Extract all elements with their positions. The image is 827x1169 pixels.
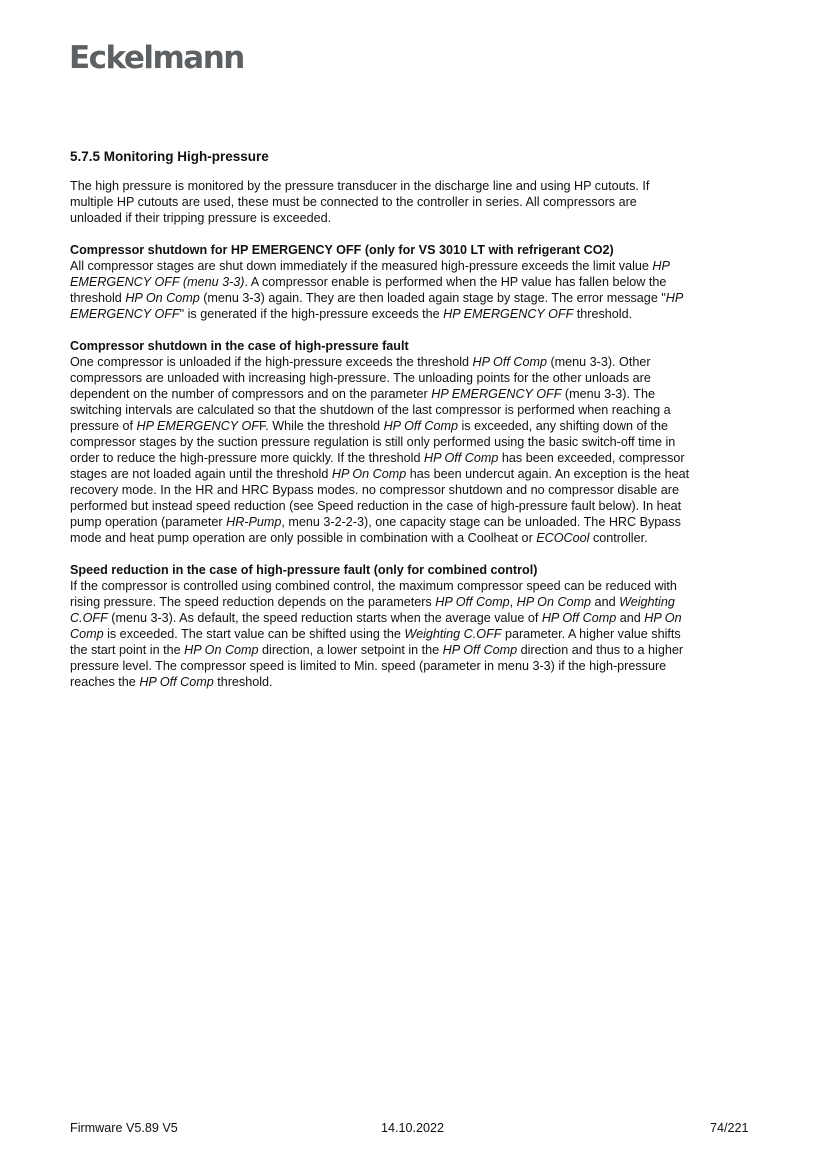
text-run: F. While the threshold xyxy=(258,419,384,433)
text-line xyxy=(70,482,770,498)
text-run: direction and thus to a higher xyxy=(517,643,684,657)
paragraphs xyxy=(70,178,770,690)
text-run: , menu 3-2-2-3), one capacity stage can be unloaded. The HRC Bypass xyxy=(281,515,681,529)
text-line xyxy=(70,642,770,658)
text-run: parameter. A higher value shifts xyxy=(501,627,681,641)
text-line xyxy=(70,466,770,482)
parameter-name: HP EMERGENCY OFF xyxy=(431,387,562,401)
text-line xyxy=(70,434,770,450)
footer-firmware: Firmware V5.89 V5 xyxy=(70,1121,178,1135)
text-line xyxy=(70,402,770,418)
text-run: performed but instead speed reduction (see Speed reduction in the case of high-pressure fault below). In heat xyxy=(70,499,682,513)
paragraph-subheading: Compressor shutdown in the case of high-pressure fault xyxy=(70,339,409,353)
text-run: unloaded if their tripping pressure is exceeded. xyxy=(70,211,332,225)
text-line xyxy=(70,610,770,626)
text-run: The high pressure is monitored by the pressure transducer in the discharge line and using HP cutouts. If xyxy=(70,179,650,193)
parameter-name: C.OFF xyxy=(70,611,108,625)
paragraph xyxy=(70,338,770,546)
parameter-name: HP Off Comp xyxy=(541,611,617,625)
text-run: order to reduce the high-pressure more quickly. If the threshold xyxy=(70,451,424,465)
text-run: compressor stages by the suction pressure regulation is still only performed using the basic switch-off time in xyxy=(70,435,676,449)
text-run: (menu 3-3). As default, the speed reduction starts when the average value of xyxy=(107,611,542,625)
text-line xyxy=(70,178,770,194)
text-line xyxy=(70,418,770,434)
text-line xyxy=(70,578,770,594)
text-run: the start point in the xyxy=(70,643,185,657)
text-line xyxy=(70,530,770,546)
parameter-name: HP Off Comp xyxy=(139,675,214,689)
parameter-name: HP EMERGENCY OFF xyxy=(443,307,574,321)
text-line xyxy=(70,370,770,386)
document-body xyxy=(70,148,770,706)
parameter-name: HP On Comp xyxy=(184,643,259,657)
parameter-name: Weighting xyxy=(619,595,675,609)
parameter-name: HP xyxy=(665,291,684,305)
text-line xyxy=(70,290,770,306)
text-line xyxy=(70,210,770,226)
text-line xyxy=(70,306,770,322)
text-run: mode and heat pump operation are only possible in combination with a Coolheat or xyxy=(70,531,537,545)
text-run: direction, a lower setpoint in the xyxy=(258,643,443,657)
parameter-name: HR-Pump xyxy=(226,515,282,529)
text-line xyxy=(70,594,770,610)
text-run: is exceeded. The start value can be shifted using the xyxy=(103,627,405,641)
parameter-name: EMERGENCY OFF (menu 3-3) xyxy=(70,275,245,289)
paragraph xyxy=(70,178,770,226)
text-run: dependent on the number of compressors and on the parameter xyxy=(70,387,432,401)
text-run: If the compressor is controlled using combined control, the maximum compressor speed can be reduced with xyxy=(70,579,677,593)
parameter-name: HP On Comp xyxy=(516,595,592,609)
text-run: All compressor stages are shut down immediately if the measured high-pressure exceeds the limit value xyxy=(70,259,653,273)
parameter-name: Comp xyxy=(70,627,104,641)
parameter-name: HP Off Comp xyxy=(435,595,510,609)
paragraph-subheading: Compressor shutdown for HP EMERGENCY OFF (only for VS 3010 LT with refrigerant CO2) xyxy=(70,243,614,257)
text-run: reaches the xyxy=(70,675,140,689)
text-run: controller. xyxy=(589,531,648,545)
text-run: pump operation (parameter xyxy=(70,515,227,529)
text-line xyxy=(70,386,770,402)
text-run: recovery mode. In the HR and HRC Bypass modes. no compressor shutdown and no compressor disable are xyxy=(70,483,679,497)
parameter-name: HP On Comp xyxy=(331,467,407,481)
parameter-name: Weighting C.OFF xyxy=(404,627,502,641)
text-line xyxy=(70,274,770,290)
parameter-name: HP Off Comp xyxy=(442,643,518,657)
text-run: " is generated if the high-pressure exceeds the xyxy=(179,307,444,321)
text-line xyxy=(70,514,770,530)
text-run: has been undercut again. An exception is the heat xyxy=(406,467,690,481)
parameter-name: HP Off Comp xyxy=(423,451,499,465)
text-line xyxy=(70,674,770,690)
text-run: has been exceeded, compressor xyxy=(498,451,685,465)
text-line xyxy=(70,354,770,370)
text-run: pressure of xyxy=(70,419,137,433)
text-line xyxy=(70,498,770,514)
paragraph-subheading: Speed reduction in the case of high-pressure fault (only for combined control) xyxy=(70,563,538,577)
text-run: switching intervals are calculated so that the shutdown of the last compressor is performed when reaching a xyxy=(70,403,671,417)
text-run: , xyxy=(509,595,517,609)
paragraph xyxy=(70,562,770,690)
parameter-name: HP On Comp xyxy=(125,291,200,305)
text-run: compressors are unloaded with increasing high-pressure. The unloading points for the other unloads are xyxy=(70,371,651,385)
parameter-name: HP EMERGENCY OF xyxy=(136,419,259,433)
text-run: (menu 3-3). Other xyxy=(546,355,651,369)
parameter-name: HP On xyxy=(644,611,682,625)
text-run: is exceeded, any shifting down of the xyxy=(458,419,669,433)
text-line xyxy=(70,194,770,210)
parameter-name: HP Off Comp xyxy=(472,355,547,369)
text-run: multiple HP cutouts are used, these must be connected to the controller in series. All compressors are xyxy=(70,195,637,209)
text-line xyxy=(70,450,770,466)
parameter-name: HP Off Comp xyxy=(383,419,458,433)
text-run: and xyxy=(591,595,620,609)
text-run: (menu 3-3) again. They are then loaded again stage by stage. The error message " xyxy=(199,291,666,305)
text-line xyxy=(70,658,770,674)
parameter-name: EMERGENCY OFF xyxy=(70,307,180,321)
parameter-name: HP xyxy=(652,259,670,273)
text-run: threshold xyxy=(70,291,126,305)
parameter-name: ECOCool xyxy=(536,531,590,545)
text-run: threshold. xyxy=(213,675,273,689)
text-run: threshold. xyxy=(573,307,633,321)
section-heading: 5.7.5 Monitoring High-pressure xyxy=(70,149,269,164)
text-run: and xyxy=(616,611,645,625)
paragraph xyxy=(70,242,770,322)
text-run: One compressor is unloaded if the high-pressure exceeds the threshold xyxy=(70,355,473,369)
footer-date: 14.10.2022 xyxy=(381,1121,445,1135)
text-line xyxy=(70,626,770,642)
footer-page-number: 74/221 xyxy=(710,1121,749,1135)
text-line xyxy=(70,258,770,274)
text-run: rising pressure. The speed reduction depends on the parameters xyxy=(70,595,436,609)
text-run: pressure level. The compressor speed is limited to Min. speed (parameter in menu 3-3) if the high-pressure xyxy=(70,659,667,673)
text-run: . A compressor enable is performed when the HP value has fallen below the xyxy=(244,275,667,289)
text-run: (menu 3-3). The xyxy=(561,387,655,401)
text-run: stages are not loaded again until the threshold xyxy=(70,467,332,481)
eckelmann-logo: Eckelmann xyxy=(69,40,244,76)
